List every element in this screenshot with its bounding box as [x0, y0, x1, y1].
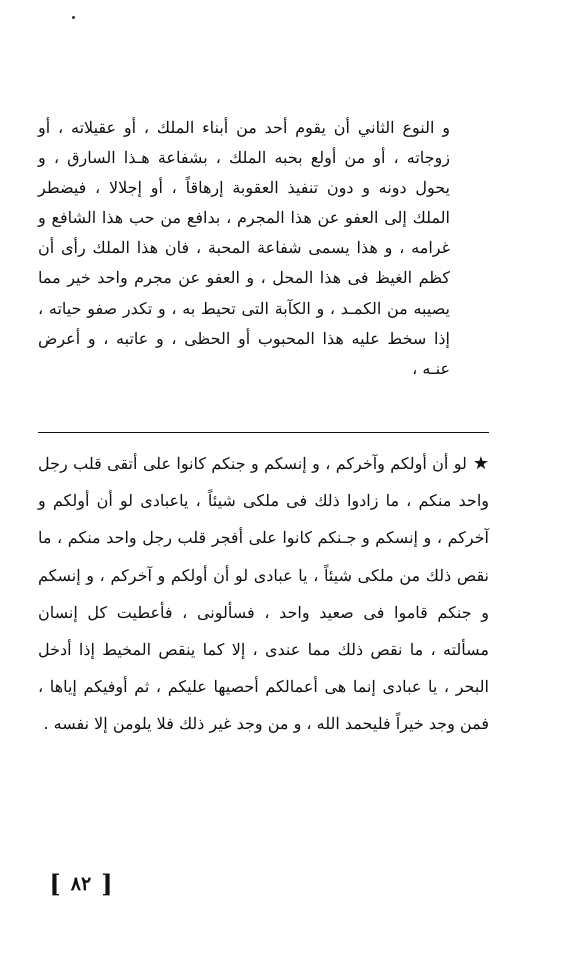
main-paragraph-text: و النوع الثاني أن يقوم أحد من أبناء الملك ، أو عقيلاته ، أو زوجاته ، أو من أولع بحبه الملك ، بشفاعة هـذا السارق ، و يحول دونه و دون تنفيذ العقوبة إرهاقاً ، أو إجلالا ، فيضطر الملك إلى العفو عن هذا المجرم ، بدافع من حب هذا الشافع و غرامه ، و هذا يسمى شفاعة المحبة ، فان هذا الملك رأى أن كظم الغيظ فى هذا المحل ، و العفو عن مجرم واحد خير مما يصيبه من الكمـد ، و الكآبة التى تحيط به ، و تكدر صفو حياته ، إذا سخط عليه هذا المحبوب أو الحظى ، و عاتبه ، و أعرض عنـه ، [38, 118, 451, 378]
scan-speck [72, 16, 75, 19]
footnote-divider [38, 432, 489, 433]
main-paragraph [38, 113, 450, 384]
page-number-value: ٨٢ [70, 873, 92, 895]
page-number-close-bracket: ] [101, 869, 113, 898]
footnote-paragraph [38, 445, 489, 743]
star-icon: ★ [472, 453, 489, 474]
page-number-open-bracket: [ [49, 869, 61, 898]
footnote [38, 445, 489, 743]
footnote-text: لو أن أولكم وآخركم ، و إنسكم و جنكم كانوا على أتقى قلب رجل واحد منكم ، ما زادوا ذلك فى ملكى شيئاً ، ياعبادى لو أن أولكم و آخركم ، و إنسكم و جـنكم كانوا على أفجر قلب رجل واحد منكم ، ما نقص ذلك من ملكى شيئاً ، يا عبادى لو أن أولكم و آخركم ، و إنسكم و جنكم قاموا فى صعيد واحد ، فسألونى ، فأعطيت كل إنسان مسألته ، ما نقص ذلك مما عندى ، إلا كما ينقص المخيط إذا أدخل البحر ، يا عبادى إنما هى أعمالكم أحصيها عليكم ، ثم أوفيكم إياها ، فمن وجد خيراً فليحمد الله ، و من وجد غير ذلك فلا يلومن إلا نفسه . [38, 454, 490, 734]
page-number [44, 869, 118, 899]
